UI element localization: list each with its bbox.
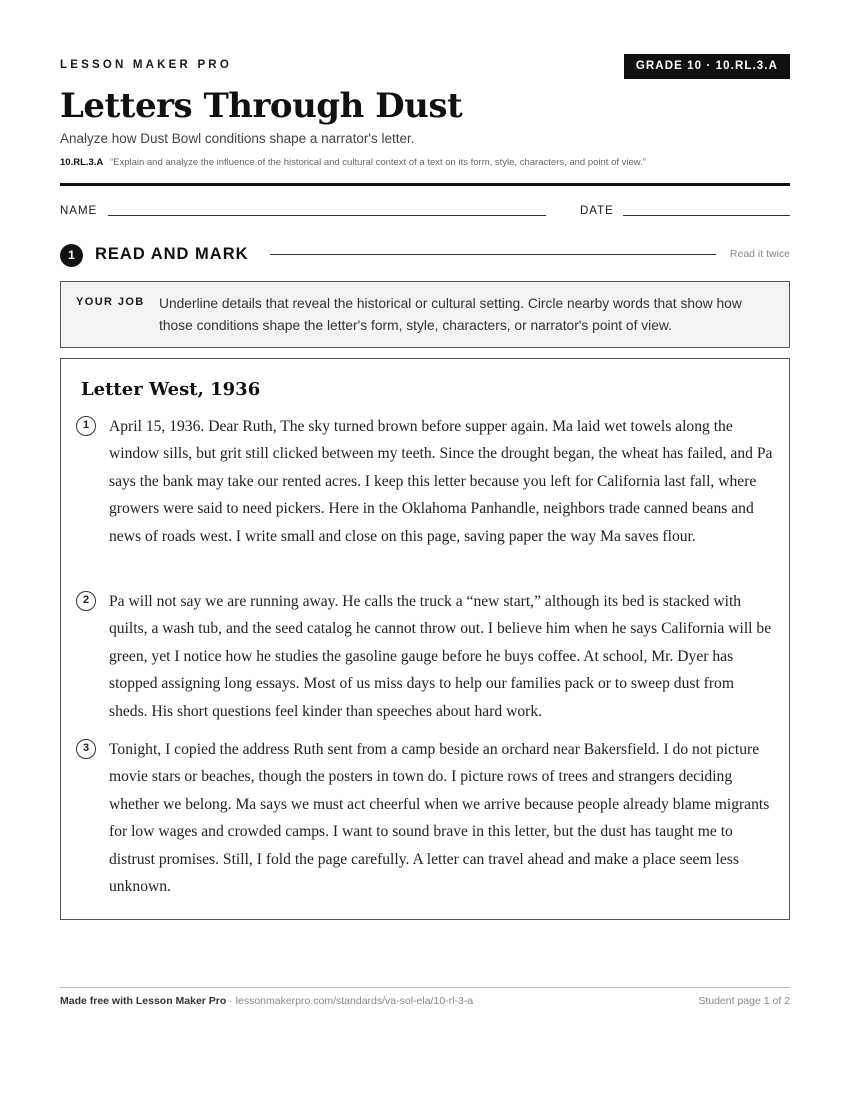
- worksheet-subtitle: Analyze how Dust Bowl conditions shape a narrator's letter.: [60, 131, 415, 146]
- brand-name: LESSON MAKER PRO: [60, 59, 232, 71]
- footer-divider: [60, 987, 790, 988]
- section-title: READ AND MARK: [95, 245, 249, 263]
- name-label: NAME: [60, 205, 98, 217]
- grade-badge: GRADE 10 · 10.RL.3.A: [624, 54, 790, 79]
- instructions-box: [60, 281, 790, 348]
- paragraph-text: Pa will not say we are running away. He calls the truck a “new start,” although its bed is stacked with quilts, a wash tub, and the seed catalog he cannot throw out. I believe him when he says California will be green, yet I notice how he studies the gasoline gauge before he buys coffee. At school, Mr. Dyer has stopped assigning long essays. Most of us miss days to help our families pack or to sweep dust from sheds. His short questions feel kinder than speeches about hard work.: [109, 593, 772, 720]
- paragraph-text: April 15, 1936. Dear Ruth, The sky turned brown before supper again. Ma laid wet towels along the window sills, but grit still clicked between my teeth. Since the drought began, the wheat has failed, and Pa says the bank may take our rented acres. I keep this letter because you left for California last fall, where growers were said to need pickers. Here in the Oklahoma Panhandle, neighbors trade canned beans and news of roads west. I write small and close on this page, saving paper the way Ma saves flour.: [109, 418, 773, 545]
- standard-line: [60, 157, 646, 168]
- name-field[interactable]: [108, 215, 546, 216]
- reading-passage: [60, 358, 790, 920]
- paragraph-text: Tonight, I copied the address Ruth sent from a camp beside an orchard near Bakersfield. I do not picture movie stars or beaches, though the posters in town do. I picture rows of trees and strangers deciding whether we belong. Ma says we must act cheerful when we arrive because people already blame migrants for low wages and crowded camps. I want to sound brave in this letter, but the dust has taught me to distrust promises. Still, I fold the page carefully. A letter can travel ahead and make a place seem less unknown.: [109, 741, 770, 896]
- page-indicator: Student page 1 of 2: [698, 995, 790, 1007]
- footer-credit: [60, 995, 473, 1007]
- paragraph-number: 1: [76, 416, 96, 436]
- section-number-badge: 1: [60, 244, 83, 267]
- passage-title: Letter West, 1936: [81, 379, 261, 400]
- date-label: DATE: [580, 205, 614, 217]
- paragraph-number: 2: [76, 591, 96, 611]
- section-hint: Read it twice: [729, 248, 790, 260]
- paragraph-number: 3: [76, 739, 96, 759]
- worksheet-title: Letters Through Dust: [60, 86, 463, 126]
- footer-brand: Made free with Lesson Maker Pro: [60, 995, 227, 1007]
- standard-text: “Explain and analyze the influence of the historical and cultural context of a text on its form, style, characters, and point of view.”: [109, 157, 646, 168]
- worksheet-page: [60, 0, 790, 1100]
- footer-url: · lessonmakerpro.com/standards/va-sol-ela/10-rl-3-a: [226, 995, 474, 1007]
- date-field[interactable]: [623, 215, 790, 216]
- instructions-text: Underline details that reveal the historical or cultural setting. Circle nearby words that show how those conditions shape the letter's form, style, characters, or narrator's point of view.: [159, 296, 742, 333]
- standard-code: 10.RL.3.A: [60, 157, 104, 168]
- instructions-label: YOUR JOB: [76, 296, 145, 308]
- header-divider: [60, 183, 790, 186]
- section-divider: [270, 254, 716, 255]
